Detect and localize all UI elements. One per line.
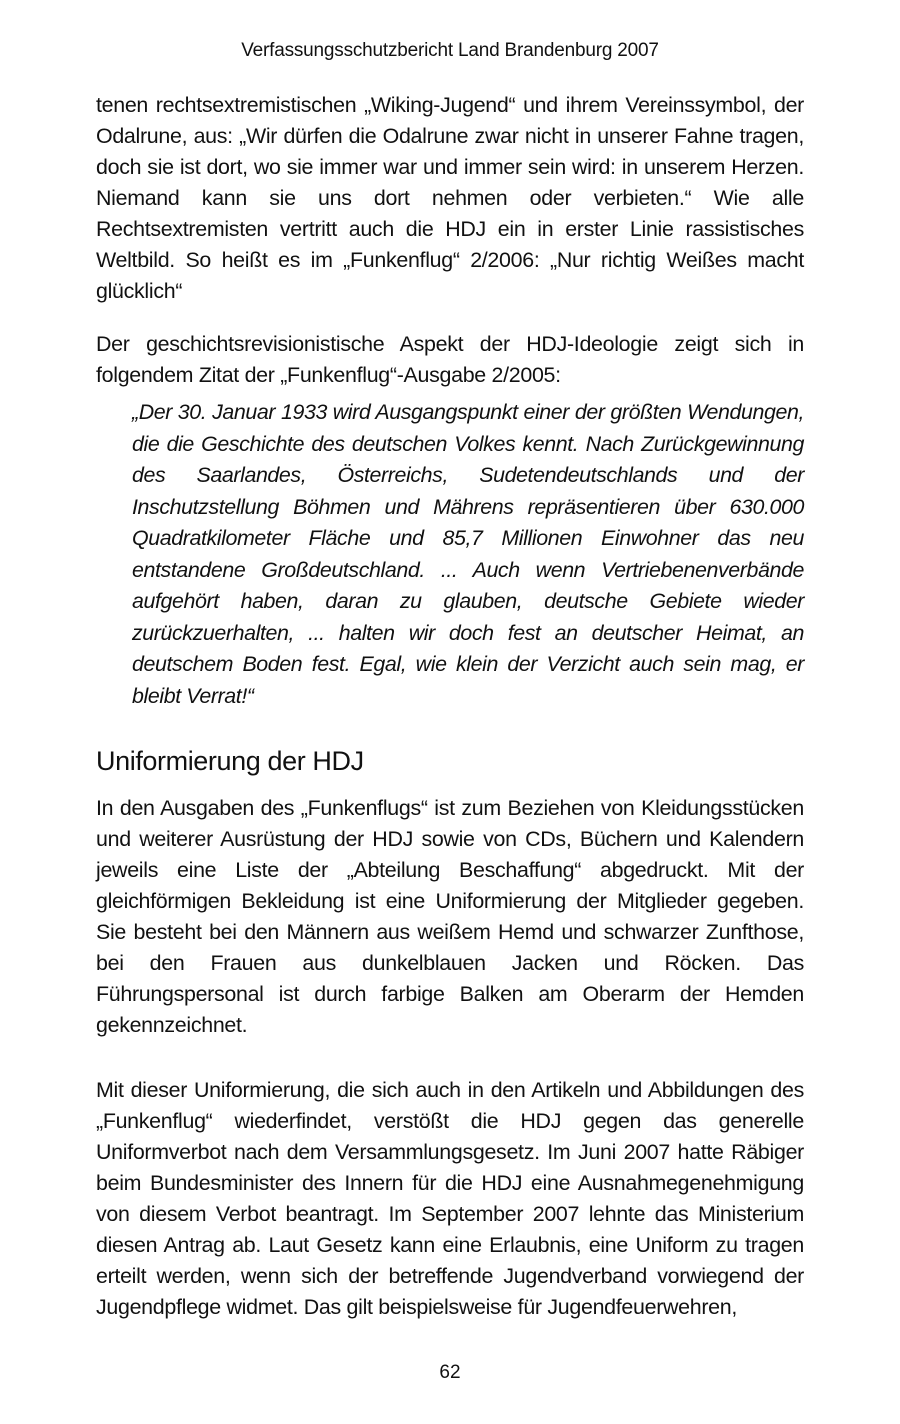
page-body xyxy=(96,90,804,1323)
paragraph-uniform-ban: Mit dieser Uniformierung, die sich auch in den Artikeln und Abbildungen des „Funkenflug“ wiederfindet, verstößt die HDJ gegen das generelle Uniformverbot nach dem Versammlungsgesetz. Im Juni 2007 hatte Räbiger beim Bundesminister des Innern für die HDJ eine Ausnahmegenehmigung von diesem Verbot beantragt. Im September 2007 lehnte das Ministerium diesen Antrag ab. Laut Gesetz kann eine Erlaubnis, eine Uniform zu tragen erteilt werden, wenn sich der betreffende Jugendverband vorwiegend der Jugendpflege widmet. Das gilt beispielsweise für Jugendfeuerwehren, xyxy=(96,1078,804,1319)
paragraph-clothing: In den Ausgaben des „Funkenflugs“ ist zum Beziehen von Kleidungsstücken und weiterer Ausrüstung der HDJ sowie von CDs, Büchern und Kalendern jeweils eine Liste der „Abteilung Beschaffung“ abgedruckt. Mit der gleichförmigen Bekleidung ist eine Uniformierung der Mitglieder gegeben. Sie besteht bei den Männern aus weißem Hemd und schwarzer Zunfthose, bei den Frauen aus dunkelblauen Jacken und Röcken. Das Führungspersonal ist durch farbige Balken am Oberarm der Hemden gekennzeichnet. xyxy=(96,796,804,1037)
paragraph-spacer xyxy=(96,1041,804,1075)
page-number: 62 xyxy=(439,1362,461,1383)
section-heading: Uniformierung der HDJ xyxy=(96,746,364,776)
block-quote: „Der 30. Januar 1933 wird Ausgangspunkt einer der größten Wendungen, die die Geschichte des deutschen Volkes kennt. Nach Zurückgewinnung des Saarlandes, Österreichs, Sudetendeutschlands und der Inschutzstellung Böhmen und Mährens repräsentieren über 630.000 Quadratkilometer Fläche und 85,7 Millionen Einwohner das neu entstandene Großdeutschland. ... Auch wenn Vertriebenenverbände aufgehört haben, daran zu glauben, deutsche Gebiete wieder zurückzuerhalten, ... halten wir doch fest an deutscher Heimat, an deutschem Boden fest. Egal, wie klein der Verzicht auch sein mag, er bleibt Verrat!“ xyxy=(132,400,804,708)
paragraph-revisionism: Der geschichtsrevisionistische Aspekt der HDJ-Ideologie zeigt sich in folgendem Zitat der „Funkenflug“-Ausgabe 2/2005: xyxy=(96,332,804,387)
running-header: Verfassungsschutzbericht Land Brandenburg 2007 xyxy=(241,40,659,61)
paragraph-odalrune: tenen rechtsextremistischen „Wiking-Jugend“ und ihrem Vereinssymbol, der Odalrune, aus: „Wir dürfen die Odalrune zwar nicht in unserer Fahne tragen, doch sie ist dort, wo sie immer war und immer sein wird: in unserem Herzen. Niemand kann sie uns dort nehmen oder verbieten.“ Wie alle Rechtsextremisten vertritt auch die HDJ ein in erster Linie rassistisches Weltbild. So heißt es im „Funkenflug“ 2/2006: „Nur richtig Weißes macht glücklich“ xyxy=(96,93,804,303)
paragraph-spacer xyxy=(96,307,804,329)
